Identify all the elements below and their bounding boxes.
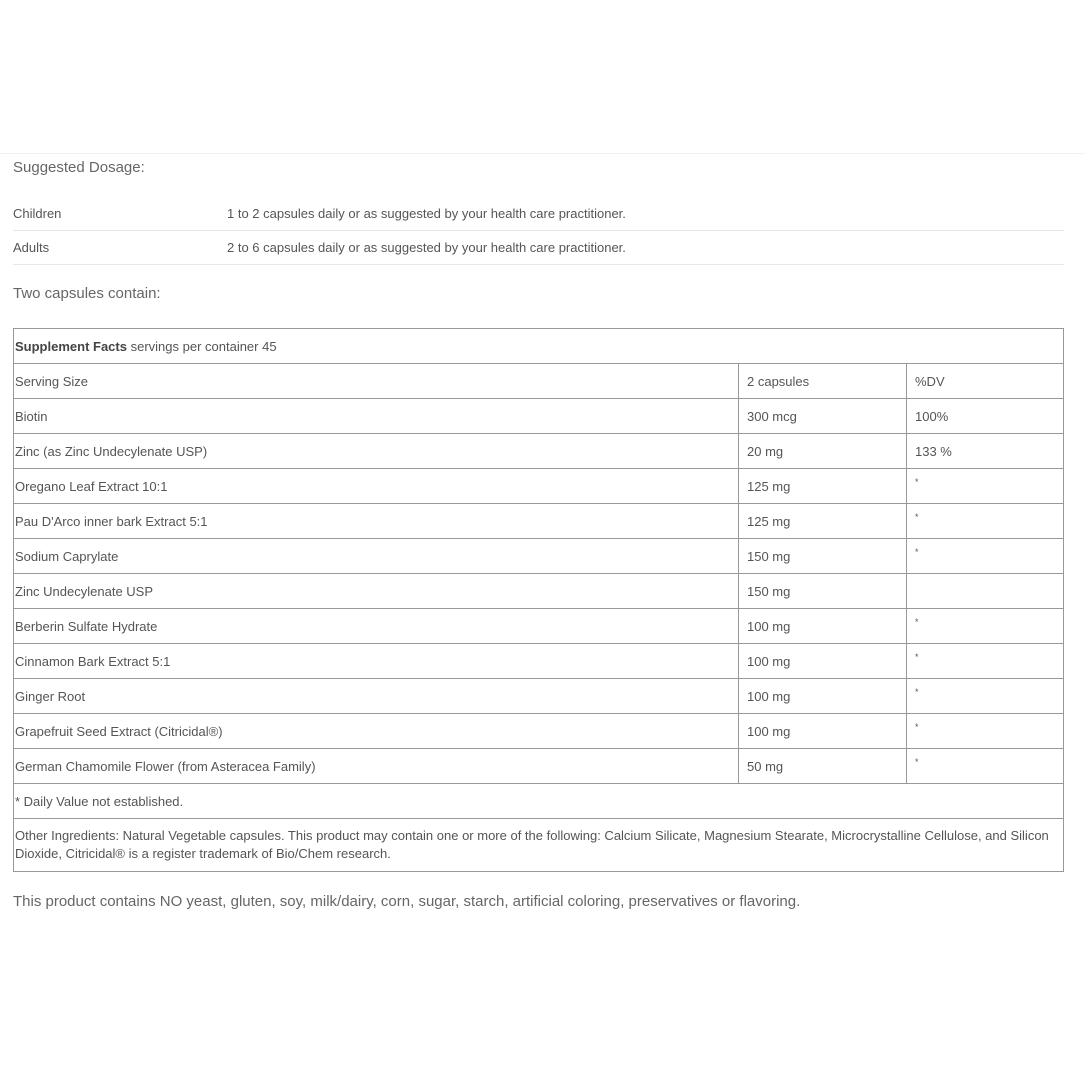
other-ingredients-row <box>14 819 1064 872</box>
ingredient-dv: 100% <box>907 399 1064 434</box>
ingredient-dv <box>907 609 1064 644</box>
top-blank-band <box>0 0 1085 154</box>
ingredient-row <box>14 644 1064 679</box>
ingredient-name: German Chamomile Flower (from Asteracea Family) <box>14 749 739 784</box>
servings-label: servings per container <box>130 338 259 354</box>
ingredient-amount: 100 mg <box>739 714 907 749</box>
dosage-text: 2 to 6 capsules daily or as suggested by your health care practitioner. <box>227 231 1064 265</box>
ingredient-row <box>14 504 1064 539</box>
ingredient-name: Zinc Undecylenate USP <box>14 574 739 609</box>
facts-heading-row <box>14 329 1064 364</box>
ingredient-row <box>14 469 1064 504</box>
dv-column-header: %DV <box>907 364 1064 399</box>
facts-heading: Supplement Facts <box>15 338 127 354</box>
ingredient-name: Biotin <box>14 399 739 434</box>
allergen-free-note: This product contains NO yeast, gluten, soy, milk/dairy, corn, sugar, starch, artificial coloring, preservatives or flavoring. <box>13 893 801 910</box>
ingredient-dv <box>907 539 1064 574</box>
serving-size-label: Serving Size <box>14 364 739 399</box>
product-details-content <box>13 153 1064 912</box>
dosage-row-adults <box>13 231 1064 265</box>
ingredient-name: Oregano Leaf Extract 10:1 <box>14 469 739 504</box>
facts-rows <box>14 399 1064 784</box>
ingredient-name: Zinc (as Zinc Undecylenate USP) <box>14 434 739 469</box>
ingredient-dv <box>907 749 1064 784</box>
not-established-asterisk: * <box>915 722 919 732</box>
serving-size-amount: 2 capsules <box>739 364 907 399</box>
not-established-asterisk: * <box>915 547 919 557</box>
serving-size-row <box>14 364 1064 399</box>
other-ingredients: Other Ingredients: Natural Vegetable capsules. This product may contain one or more of the following: Calcium Silicate, Magnesium Stearate, Microcrystalline Cellulose, and Silicon Dioxide, Citricidal® is a register trademark of Bio/Chem research. <box>14 819 1064 872</box>
facts-heading-cell <box>14 329 1064 364</box>
ingredient-row <box>14 574 1064 609</box>
dosage-title: Suggested Dosage: <box>13 159 145 176</box>
ingredient-name: Cinnamon Bark Extract 5:1 <box>14 644 739 679</box>
supplement-facts-table <box>13 328 1064 872</box>
ingredient-amount: 125 mg <box>739 469 907 504</box>
dosage-table <box>13 197 1064 265</box>
dosage-who: Children <box>13 197 227 231</box>
ingredient-amount: 150 mg <box>739 574 907 609</box>
ingredient-row <box>14 749 1064 784</box>
contain-title: Two capsules contain: <box>13 285 161 302</box>
not-established-asterisk: * <box>915 512 919 522</box>
not-established-asterisk: * <box>915 687 919 697</box>
dosage-text: 1 to 2 capsules daily or as suggested by your health care practitioner. <box>227 197 1064 231</box>
ingredient-amount: 20 mg <box>739 434 907 469</box>
ingredient-dv: 133 % <box>907 434 1064 469</box>
servings-value: 45 <box>262 338 277 354</box>
dosage-row-children <box>13 197 1064 231</box>
daily-value-note: * Daily Value not established. <box>14 784 1064 819</box>
ingredient-name: Ginger Root <box>14 679 739 714</box>
not-established-asterisk: * <box>915 617 919 627</box>
ingredient-dv <box>907 574 1064 609</box>
ingredient-name: Grapefruit Seed Extract (Citricidal®) <box>14 714 739 749</box>
ingredient-dv <box>907 469 1064 504</box>
ingredient-row <box>14 679 1064 714</box>
not-established-asterisk: * <box>915 652 919 662</box>
not-established-asterisk: * <box>915 757 919 767</box>
dosage-who: Adults <box>13 231 227 265</box>
ingredient-amount: 150 mg <box>739 539 907 574</box>
ingredient-dv <box>907 679 1064 714</box>
ingredient-row <box>14 399 1064 434</box>
not-established-asterisk: * <box>915 477 919 487</box>
ingredient-amount: 125 mg <box>739 504 907 539</box>
ingredient-name: Pau D'Arco inner bark Extract 5:1 <box>14 504 739 539</box>
ingredient-name: Berberin Sulfate Hydrate <box>14 609 739 644</box>
ingredient-row <box>14 539 1064 574</box>
ingredient-amount: 100 mg <box>739 644 907 679</box>
ingredient-dv <box>907 504 1064 539</box>
ingredient-amount: 100 mg <box>739 679 907 714</box>
ingredient-row <box>14 434 1064 469</box>
ingredient-row <box>14 609 1064 644</box>
daily-value-note-row <box>14 784 1064 819</box>
ingredient-amount: 300 mcg <box>739 399 907 434</box>
ingredient-row <box>14 714 1064 749</box>
ingredient-amount: 100 mg <box>739 609 907 644</box>
ingredient-dv <box>907 644 1064 679</box>
ingredient-amount: 50 mg <box>739 749 907 784</box>
ingredient-name: Sodium Caprylate <box>14 539 739 574</box>
ingredient-dv <box>907 714 1064 749</box>
